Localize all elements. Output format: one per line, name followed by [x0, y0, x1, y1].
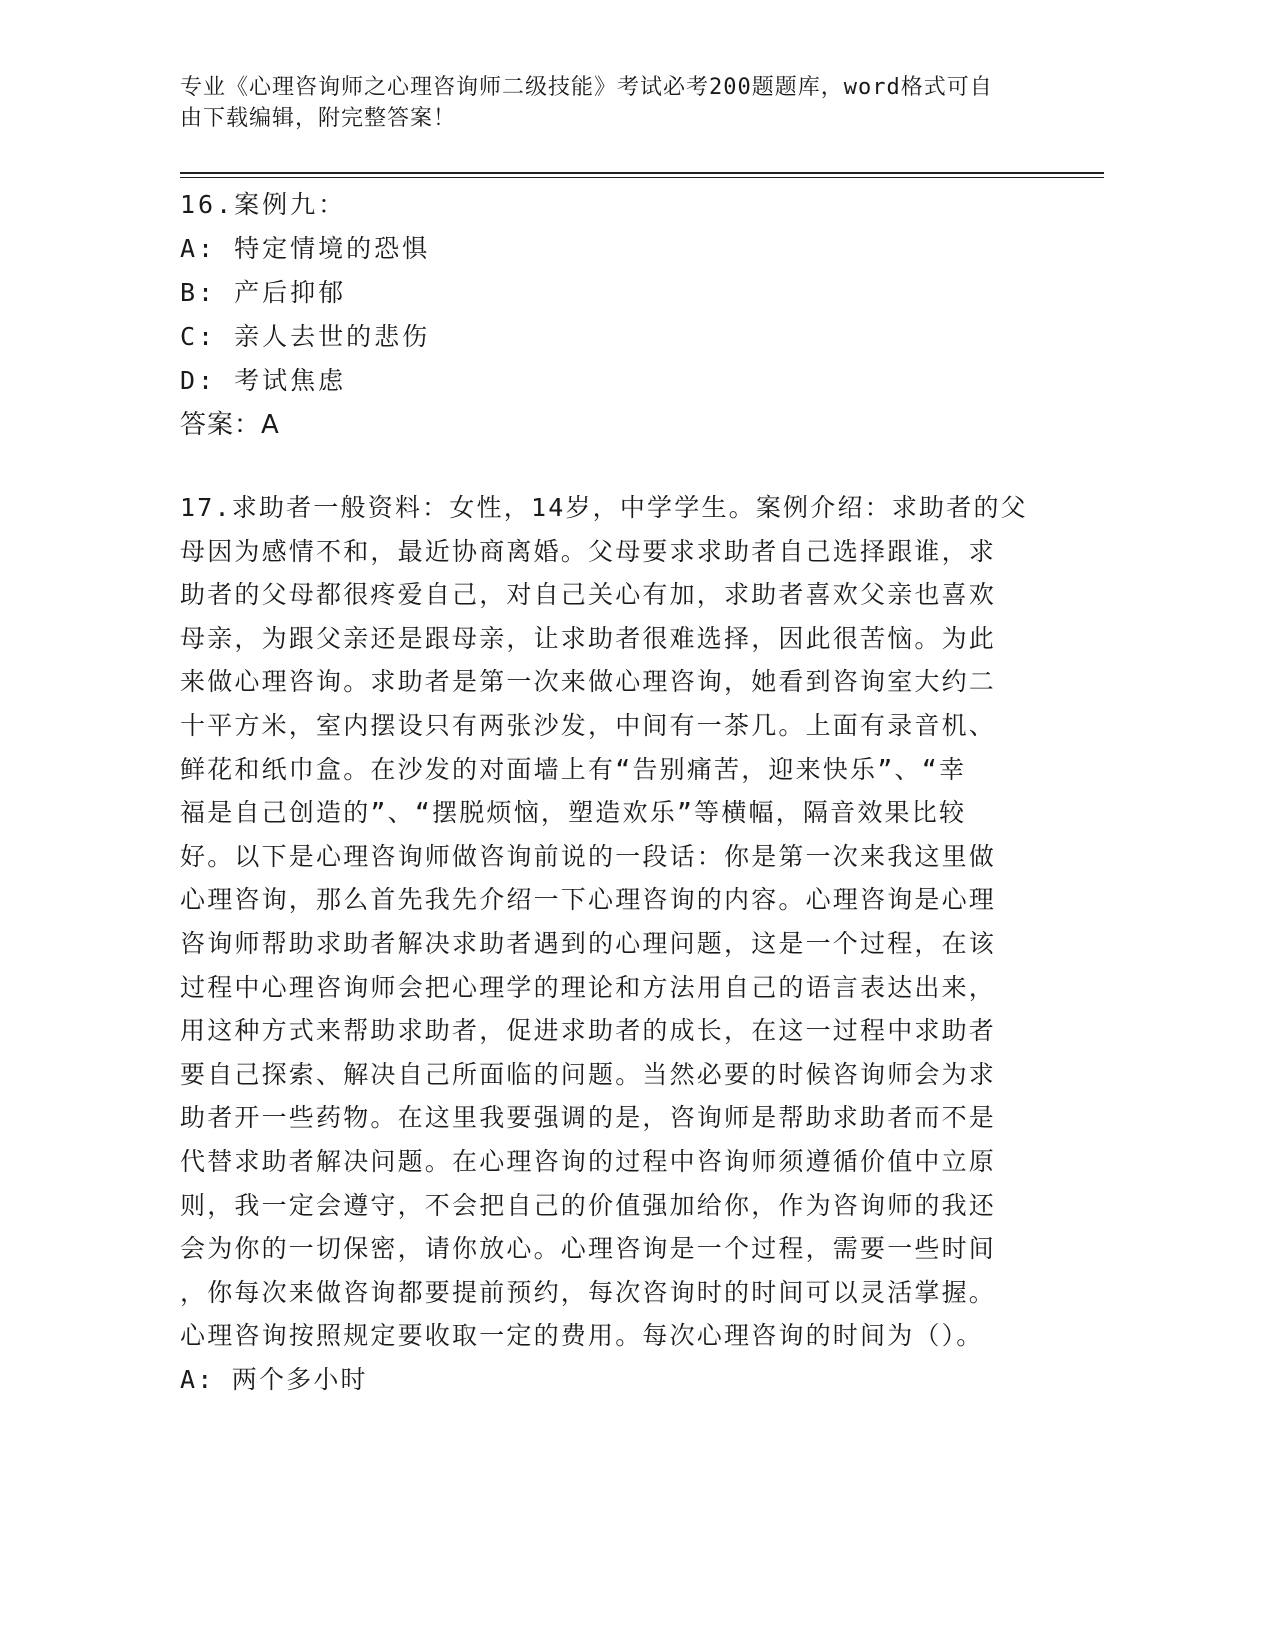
option-d: D: 考试焦虑 [180, 366, 347, 395]
question-text-line: 福是自己创造的”、“摆脱烦恼，塑造欢乐”等横幅，隔音效果比较 [180, 798, 967, 828]
question-text-line: 则，我一定会遵守，不会把自己的价值强加给你，作为咨询师的我还 [180, 1190, 997, 1220]
question-text-line: 心理咨询按照规定要收取一定的费用。每次心理咨询的时间为（）。 [180, 1321, 984, 1351]
option-c: C: 亲人去世的悲伤 [180, 322, 431, 351]
document-header [180, 72, 1050, 134]
question-text-line: 好。以下是心理咨询师做咨询前说的一段话：你是第一次来我这里做 [180, 841, 997, 871]
question-text-line: 鲜花和纸巾盒。在沙发的对面墙上有“告别痛苦，迎来快乐”、“幸 [180, 754, 967, 784]
question-text-line: 心理咨询，那么首先我先介绍一下心理咨询的内容。心理咨询是心理 [180, 885, 997, 915]
question-text-line: 来做心理咨询。求助者是第一次来做心理咨询，她看到咨询室大约二 [180, 667, 997, 697]
question-title: 16.案例九： [180, 190, 347, 219]
question-text-line: 用这种方式来帮助求助者，促进求助者的成长，在这一过程中求助者 [180, 1016, 997, 1046]
question-text-line: 助者开一些药物。在这里我要强调的是，咨询师是帮助求助者而不是 [180, 1103, 997, 1133]
question-text-line: 代替求助者解决问题。在心理咨询的过程中咨询师须遵循价值中立原 [180, 1146, 997, 1176]
question-16 [180, 183, 1080, 447]
question-text-line: 17.求助者一般资料：女性，14岁，中学学生。案例介绍：求助者的父 [180, 493, 1028, 522]
option-a: A: 两个多小时 [180, 1364, 368, 1394]
header-line-2: 由下载编辑，附完整答案！ [180, 106, 457, 131]
question-text-line: 会为你的一切保密，请你放心。心理咨询是一个过程，需要一些时间 [180, 1234, 997, 1264]
header-divider-thick [180, 172, 1104, 174]
question-text-line: 母因为感情不和，最近协商离婚。父母要求求助者自己选择跟谁，求 [180, 536, 997, 566]
question-text-line: 过程中心理咨询师会把心理学的理论和方法用自己的语言表达出来， [180, 972, 997, 1002]
question-text-line: 助者的父母都很疼爱自己，对自己关心有加，求助者喜欢父亲也喜欢 [180, 580, 997, 610]
question-text-line: 十平方米，室内摆设只有两张沙发，中间有一茶几。上面有录音机、 [180, 710, 997, 740]
answer-label: 答案：A [180, 410, 280, 440]
header-divider-thin [180, 177, 1104, 178]
option-b: B: 产后抑郁 [180, 278, 347, 307]
header-line-1: 专业《心理咨询师之心理咨询师二级技能》考试必考200题题库，word格式可自 [180, 75, 993, 100]
question-17 [180, 486, 1040, 1401]
question-text-line: 要自己探索、解决自己所面临的问题。当然必要的时候咨询师会为求 [180, 1059, 997, 1089]
question-text-line: ，你每次来做咨询都要提前预约，每次咨询时的时间可以灵活掌握。 [180, 1277, 997, 1307]
question-text-line: 咨询师帮助求助者解决求助者遇到的心理问题，这是一个过程，在该 [180, 928, 997, 958]
question-text-line: 母亲，为跟父亲还是跟母亲，让求助者很难选择，因此很苦恼。为此 [180, 623, 997, 653]
option-a: A: 特定情境的恐惧 [180, 234, 431, 263]
